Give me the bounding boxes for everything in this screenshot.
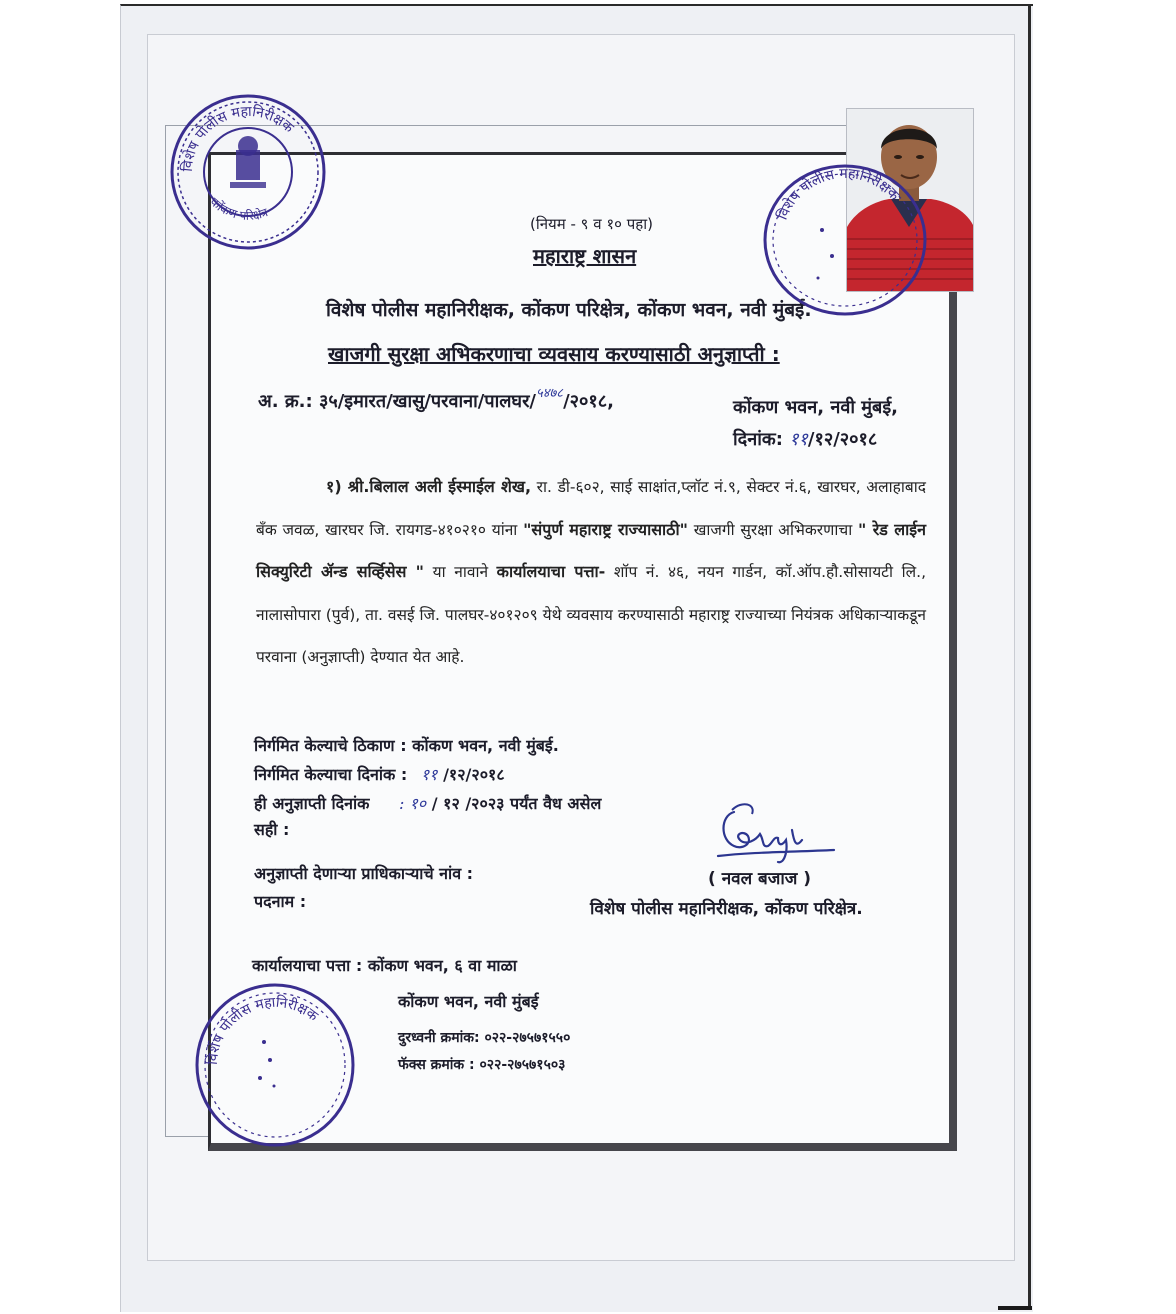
license-paragraph — [256, 466, 926, 679]
authority-name: ( नवल बजाज ) — [708, 869, 812, 889]
scan-edge-bottom — [998, 1306, 1032, 1310]
svg-text:विशेष पोलीस महानिरीक्षक: विशेष पोलीस महानिरीक्षक — [179, 103, 297, 173]
issued-date-rest: /१२/२०१८ — [443, 765, 505, 784]
issued-date-label: निर्गमित केल्याचा दिनांक : — [254, 765, 408, 784]
official-seal-photo — [760, 160, 930, 320]
signature — [712, 800, 842, 870]
ref-handwritten: ५४७८ — [536, 386, 564, 401]
issued-place: निर्गमित केल्याचे ठिकाण : कोंकण भवन, नवी मुंबई. — [254, 736, 559, 755]
scan-edge-right — [1028, 4, 1031, 1310]
issue-place: कोंकण भवन, नवी मुंबई, — [733, 397, 898, 418]
license-title: खाजगी सुरक्षा अभिकरणाचा व्यवसाय करण्यासाठी अनुज्ञाप्ती : — [328, 342, 780, 366]
para-text-4: शॉप नं. ४६, नयन गार्डन, कॉ.ऑप.हौ.सोसायटी लि., नालासोपारा (पुर्व), ता. वसई जि. पालघर-४०१२०९ येथे व्यवसाय करण्यासाठी महाराष्ट्र राज्याच्या नियंत्रक अधिकाऱ्याकडून परवाना (अनुज्ञाप्ती) देण्यात येत आहे. — [256, 563, 926, 666]
svg-text:विशेष पोलीस महानिरीक्षक: विशेष पोलीस महानिरीक्षक — [204, 994, 321, 1066]
licensee-name: १) श्री.बिलाल अली ईस्माईल शेख, — [326, 477, 532, 496]
para-text-2: खाजगी सुरक्षा अभिकरणाचा — [687, 520, 858, 539]
issuing-office: विशेष पोलीस महानिरीक्षक, कोंकण परिक्षेत्र, कोंकण भवन, नवी मुंबई. — [326, 299, 812, 321]
para-text-3: या नावाने — [424, 563, 497, 581]
validity-label: ही अनुज्ञाप्ती दिनांक — [254, 794, 370, 813]
fax-number: फॅक्स क्रमांक : ०२२-२७५७१५०३ — [398, 1057, 566, 1073]
signature-label: सही : — [254, 820, 290, 839]
date-label: दिनांक: — [733, 429, 783, 450]
authority-label: अनुज्ञाप्ती देणाऱ्या प्राधिकाऱ्याचे नांव : — [254, 864, 474, 883]
office-address-line2: कोंकण भवन, नवी मुंबई — [398, 992, 539, 1011]
validity-rest: / १२ /२०२३ पर्यंत वैध असेल — [431, 794, 602, 813]
issued-date-day: ११ — [420, 765, 438, 784]
date-suffix: /१२/२०१८ — [807, 429, 878, 450]
reference-number — [258, 386, 614, 413]
svg-text:विशेष पोलीस महानिरीक्षक: विशेष पोलीस महानिरीक्षक — [774, 165, 903, 223]
designation: विशेष पोलीस महानिरीक्षक, कोंकण परिक्षेत्र. — [590, 899, 863, 919]
office-address: कार्यालयाचा पत्ता : कोंकण भवन, ६ वा माळा — [252, 956, 517, 975]
rule-note: (नियम - ९ व १० पहा) — [530, 215, 653, 233]
license-scope: "संपुर्ण महाराष्ट्र राज्यासाठी" — [523, 519, 688, 539]
official-seal-top-left — [168, 92, 328, 252]
phone-number: दुरध्वनी क्रमांक: ०२२-२७५७१५५० — [398, 1030, 571, 1046]
official-seal-bottom-left — [194, 982, 356, 1148]
office-address-label-inline: कार्यालयाचा पत्ता- — [496, 562, 606, 581]
ref-prefix: अ. क्र.: ३५/इमारत/खासु/परवाना/पालघर/ — [258, 391, 537, 412]
validity-day: : १० — [399, 794, 427, 813]
agency-name: " रेड लाईन सिक्युरिटी ॲन्ड सर्व्हिसेस " — [256, 519, 926, 581]
validity — [254, 792, 601, 814]
issued-date — [254, 763, 505, 785]
date-handwritten: ११ — [789, 429, 808, 450]
designation-label: पदनाम : — [254, 892, 307, 911]
ref-suffix: /२०१८, — [563, 391, 614, 412]
para-text-1: रा. डी-६०२, साई साक्षांत,प्लॉट नं.९, सेक्टर नं.६, खारघर, अलाहाबाद बँक जवळ, खारघर जि. रायगड-४१०२१० यांना — [256, 478, 926, 539]
svg-text:कोंकण परिक्षेत्र: कोंकण परिक्षेत्र — [207, 194, 270, 223]
issue-date — [733, 427, 877, 451]
government-heading: महाराष्ट्र शासन — [533, 244, 637, 268]
